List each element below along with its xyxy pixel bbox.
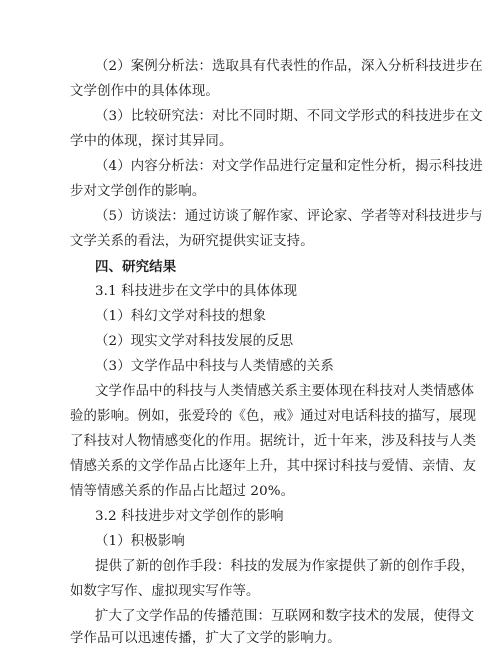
paragraph-line: （3）比较研究法：对比不同时期、不同文学形式的科技进步在文 bbox=[95, 109, 483, 124]
paragraph-line: 文学创作中的具体体现。 bbox=[70, 84, 219, 99]
paragraph-line: 文学作品中的科技与人类情感关系主要体现在科技对人类情感体 bbox=[95, 384, 475, 399]
list-item: （3）文学作品中科技与人类情感的关系 bbox=[95, 359, 334, 374]
subsection-heading: 3.1 科技进步在文学中的具体体现 bbox=[95, 284, 298, 299]
paragraph-line: 学中的体现，探讨其异同。 bbox=[70, 134, 233, 149]
section-heading: 四、研究结果 bbox=[95, 259, 177, 275]
list-item: （1）科幻文学对科技的想象 bbox=[95, 309, 267, 324]
paragraph-line: （2）案例分析法：选取具有代表性的作品，深入分析科技进步在 bbox=[95, 59, 483, 74]
paragraph-line: 情等情感关系的作品占比超过 20%。 bbox=[70, 484, 295, 499]
paragraph-line: 情感关系的文学作品占比逐年上升，其中探讨科技与爱情、亲情、友 bbox=[70, 459, 477, 474]
list-item: （2）现实文学对科技发展的反思 bbox=[95, 334, 294, 349]
paragraph-line: （5）访谈法：通过访谈了解作家、评论家、学者等对科技进步与 bbox=[95, 209, 483, 224]
paragraph-line: 步对文学创作的影响。 bbox=[70, 184, 206, 199]
paragraph-line: 如数字写作、虚拟现实写作等。 bbox=[70, 584, 260, 599]
paragraph-line: 文学关系的看法，为研究提供实证支持。 bbox=[70, 234, 314, 249]
paragraph-line: （4）内容分析法：对文学作品进行定量和定性分析，揭示科技进 bbox=[95, 159, 483, 174]
paragraph-line: 了科技对人物情感变化的作用。据统计，近十年来，涉及科技与人类 bbox=[70, 434, 477, 449]
paragraph-line: 提供了新的创作手段：科技的发展为作家提供了新的创作手段， bbox=[95, 559, 475, 574]
paragraph-line: 验的影响。例如，张爱玲的《色，戒》通过对电话科技的描写，展现 bbox=[70, 409, 477, 424]
paragraph-line: 扩大了文学作品的传播范围：互联网和数字技术的发展，使得文 bbox=[95, 609, 475, 624]
list-item: （1）积极影响 bbox=[95, 534, 185, 549]
subsection-heading: 3.2 科技进步对文学创作的影响 bbox=[95, 509, 284, 524]
paragraph-line: 学作品可以迅速传播，扩大了文学的影响力。 bbox=[70, 631, 341, 646]
